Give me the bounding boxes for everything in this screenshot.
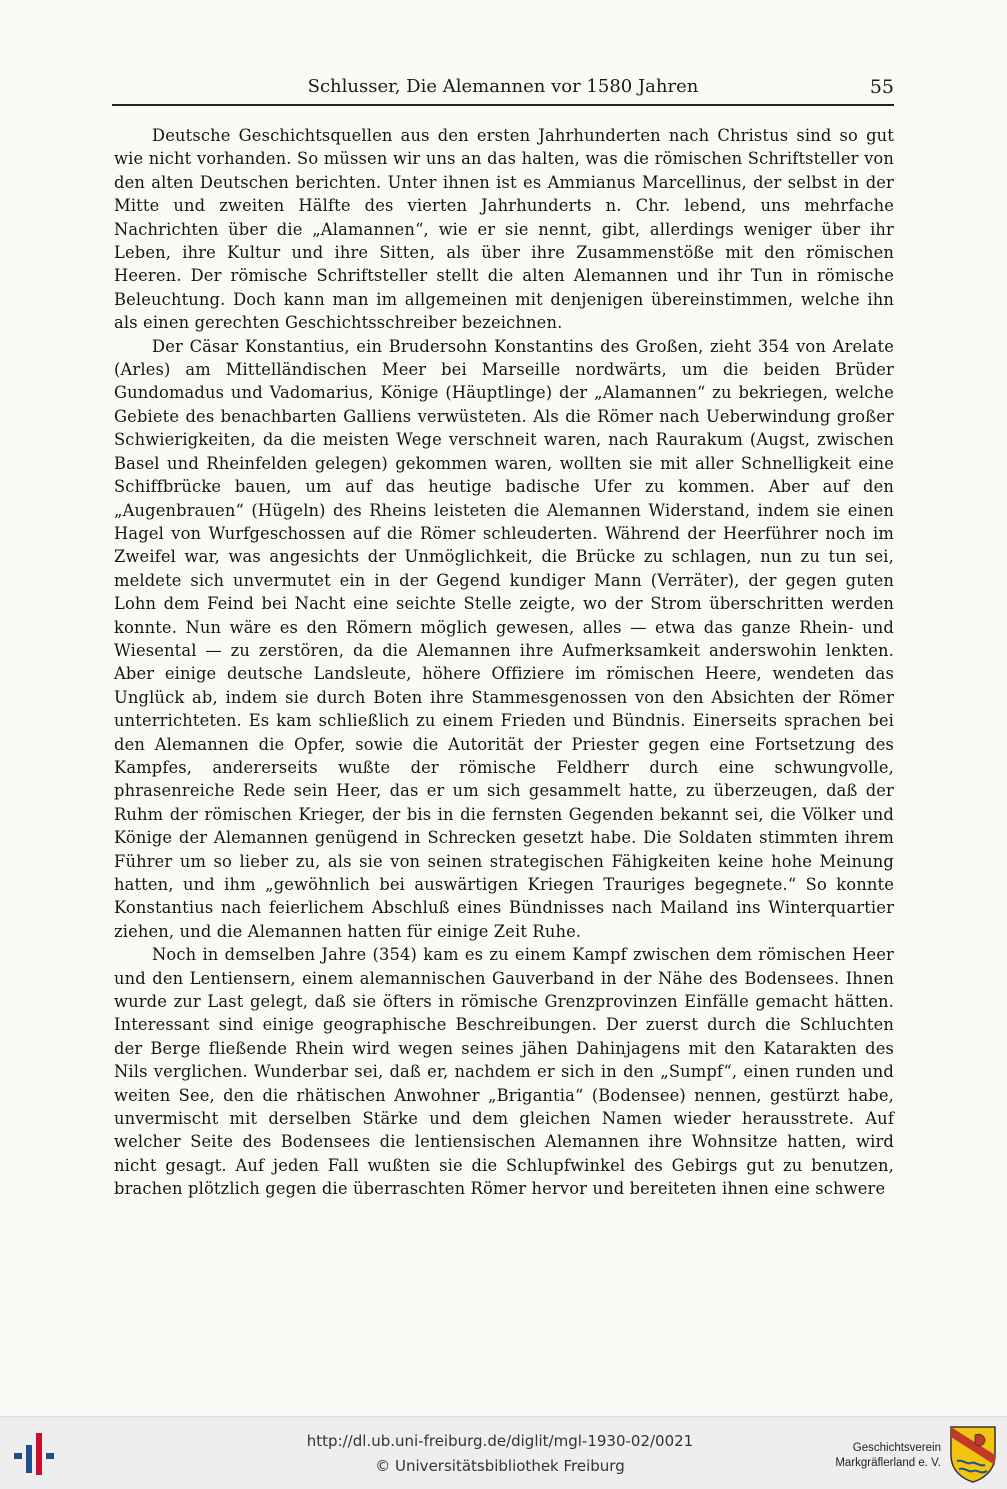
paragraph-1: Deutsche Geschichtsquellen aus den ersten Jahrhunderten nach Christus sind so gut wie nicht vorhanden. So müssen wir uns an das halten, was die römischen Schriftsteller von den alten Deutschen berichten. Unter ihnen ist es Ammianus Marcellinus, der selbst in der Mitte und zweiten Hälfte des vierten Jahrhunderts n. Chr. lebend, uns mehrfache Nachrichten über die „Alamannen“, wie er sie nennt, gibt, allerdings weniger über ihr Leben, ihre Kultur und ihre Sitten, als über ihre Zusammenstöße mit den römischen Heeren. Der römische Schriftsteller stellt die alten Alemannen und ihr Tun in römische Beleuchtung. Doch kann man im allgemeinen mit denjenigen übereinstimmen, welche ihn als einen gerechten Geschichtsschreiber bezeichnen.: [114, 126, 894, 333]
paragraph-3: Noch in demselben Jahre (354) kam es zu einem Kampf zwischen dem römischen Heer und den Lentiensern, einem alemannischen Gauverband in der Nähe des Bodensees. Ihnen wurde zur Last gelegt, daß sie öfters in römische Grenzprovinzen Einfälle gemacht hätten. Interessant sind einige geographische Beschreibungen. Der zuerst durch die Schluchten der Berge fließende Rhein wird wegen seines jähen Dahinjagens mit den Katarakten des Nils verglichen. Wunderbar sei, daß er, nachdem er sich in den „Sumpf“, einen runden und weiten See, den die rhätischen Anwohner „Brigantia“ (Bodensee) nennen, gestürzt habe, unvermischt mit derselben Stärke und dem gleichen Namen wieder herausstrete. Auf welcher Seite des Bodensees die lentiensischen Alemannen ihre Wohnsitze hatten, wird nicht gesagt. Auf jeden Fall wußten sie die Schlupfwinkel des Gebirgs gut zu benutzen, brachen plötzlich gegen die überraschten Römer hervor und bereiteten ihnen eine schwere: [114, 945, 894, 1199]
university-library-logo-icon[interactable]: [14, 1431, 60, 1477]
society-name: [835, 1441, 941, 1471]
document-url-link[interactable]: http://dl.ub.uni-freiburg.de/diglit/mgl-1930-02/0021: [306, 1432, 694, 1450]
coat-of-arms-shield-icon[interactable]: [949, 1425, 997, 1483]
running-title: Schlusser, Die Alemannen vor 1580 Jahren: [307, 76, 699, 97]
footer-bar: [0, 1416, 1007, 1489]
society-name-line2: Markgräflerland e. V.: [835, 1457, 941, 1469]
body-text: [114, 124, 894, 1201]
paragraph-2: Der Cäsar Konstantius, ein Brudersohn Konstantins des Großen, zieht 354 von Arelate (Arles) am Mittelländischen Meer bei Marseille nordwärts, um die beiden Brüder Gundomadus und Vadomarius, Könige (Häuptlinge) der „Alamannen“ zu bekriegen, welche Gebiete des benachbarten Galliens verwüsteten. Als die Römer nach Ueberwindung großer Schwierigkeiten, da die meisten Wege verschneit waren, nach Raurakum (Augst, zwischen Basel und Rheinfelden gelegen) gekommen waren, wollten sie mit aller Schnelligkeit eine Schiffbrücke bauen, um auf das heutige badische Ufer zu kommen. Aber auf den „Augenbrauen“ (Hügeln) des Rheins leisteten die Alemannen Widerstand, indem sie einen Hagel von Wurfgeschossen auf die Römer schleuderten. Während der Heerführer noch im Zweifel war, was angesichts der Unmöglichkeit, die Brücke zu schlagen, nun zu tun sei, meldete sich unvermutet ein in der Gegend kundiger Mann (Verräter), der gegen guten Lohn dem Feind bei Nacht eine seichte Stelle zeigte, wo der Strom überschritten werden konnte. Nun wäre es den Römern möglich gewesen, alles — etwa das ganze Rhein- und Wiesental — zu zerstören, da die Alemannen ihre Aufmerksamkeit anderswohin lenkten. Aber einige deutsche Landsleute, höhere Offiziere im römischen Heere, wendeten das Unglück ab, indem sie durch Boten ihre Stammesgenossen von den Absichten der Römer unterrichteten. Es kam schließlich zu einem Frieden und Bündnis. Einerseits sprachen bei den Alemannen die Opfer, sowie die Autorität der Priester gegen eine Fortsetzung des Kampfes, andererseits wußte der römische Feldherr durch eine schwungvolle, phrasenreiche Rede sein Heer, das er um sich gesammelt hatte, zu überzeugen, daß der Ruhm der römischen Krieger, der bis in die fernsten Gegenden bekannt sei, die Völker und Könige der Alemannen genügend in Schrecken gesetzt habe. Die Soldaten stimmten ihrem Führer um so lieber zu, als sie von seinen strategischen Fähigkeiten keine hohe Meinung hatten, und ihm „gewöhnlich bei auswärtigen Kriegen Trauriges begegnete.“ So konnte Konstantius nach feierlichem Abschluß eines Bündnisses nach Mailand ins Winterquartier ziehen, und die Alemannen hatten für einige Zeit Ruhe.: [114, 336, 894, 941]
running-header: [112, 72, 894, 102]
society-name-line1: Geschichtsverein: [852, 1442, 941, 1454]
page-number: 55: [869, 76, 894, 98]
copyright-text: © Universitätsbibliothek Freiburg: [375, 1457, 625, 1475]
header-rule: [112, 104, 894, 106]
